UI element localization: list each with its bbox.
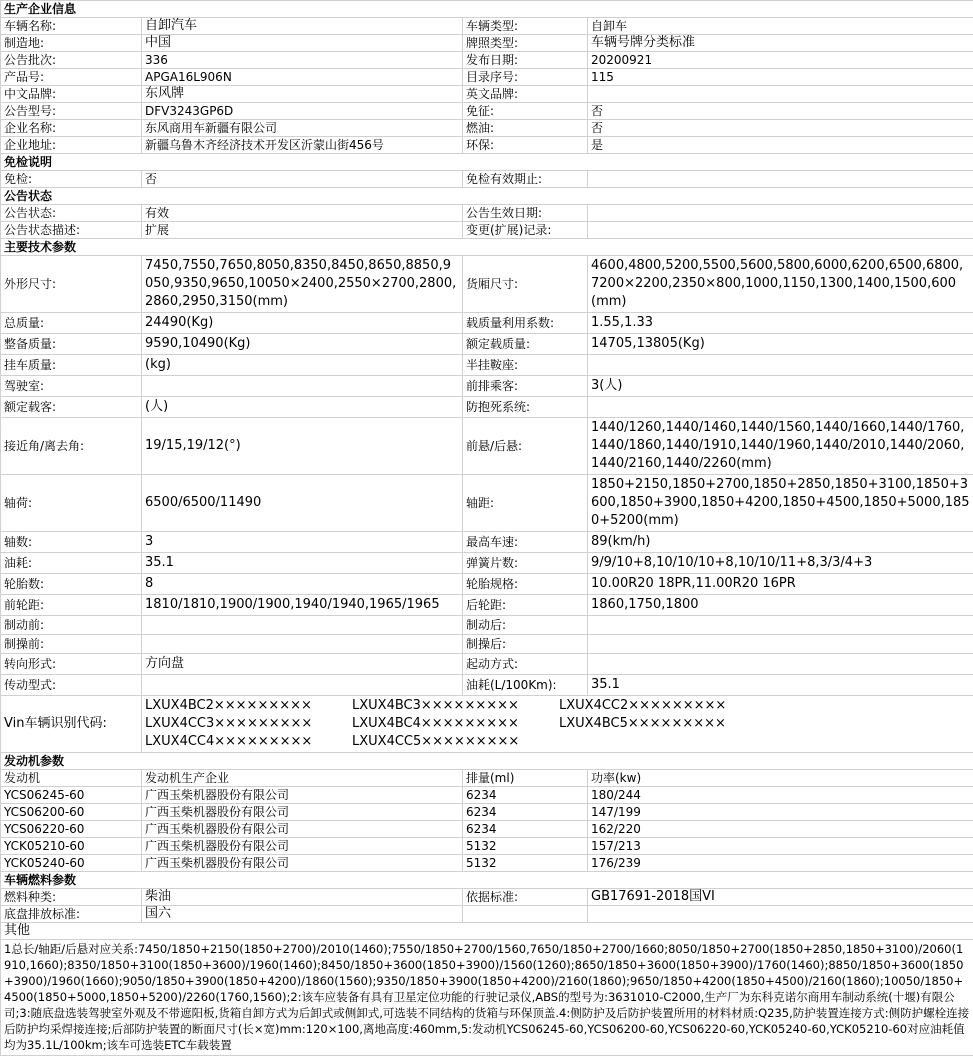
section-title: 生产企业信息 [1, 1, 973, 18]
table-cell: 157/213 [588, 838, 973, 855]
field-value: 8 [142, 574, 463, 595]
field-label: 英文品牌: [463, 86, 588, 103]
field-label: 燃油: [463, 120, 588, 137]
field-value [588, 635, 973, 654]
section-header [1, 188, 973, 205]
field-label: 牌照类型: [463, 35, 588, 52]
table-cell: 6234 [463, 804, 588, 821]
table-cell: 广西玉柴机器股份有限公司 [142, 855, 463, 872]
field-label: 公告批次: [1, 52, 142, 69]
field-value: (人) [142, 397, 463, 418]
vin-code: LXUX4CC2××××××××× [559, 697, 766, 715]
engine-row [1, 838, 973, 855]
table-row [1, 137, 973, 154]
field-label: 油耗(L/100Km): [463, 675, 588, 696]
table-cell: 180/244 [588, 787, 973, 804]
field-value: 柴油 [142, 889, 463, 906]
field-label: 依据标准: [463, 889, 588, 906]
table-cell: 广西玉柴机器股份有限公司 [142, 821, 463, 838]
field-label: 燃料种类: [1, 889, 142, 906]
vin-code: LXUX4CC5××××××××× [352, 733, 559, 751]
field-value: 国六 [142, 906, 463, 923]
field-label: 公告生效日期: [463, 205, 588, 222]
field-label: 传动型式: [1, 675, 142, 696]
field-value: APGA16L906N [142, 69, 463, 86]
field-label: 发布日期: [463, 52, 588, 69]
field-value: 20200921 [588, 52, 973, 69]
field-value: 车辆号牌分类标准 [588, 35, 973, 52]
field-value [588, 171, 973, 188]
field-value: 1860,1750,1800 [588, 595, 973, 616]
section-header [1, 239, 973, 256]
table-row [1, 171, 973, 188]
field-label: 驾驶室: [1, 376, 142, 397]
field-value: 方向盘 [142, 654, 463, 675]
column-header: 发动机 [1, 770, 142, 787]
table-row [1, 376, 973, 397]
field-label: 整备质量: [1, 334, 142, 355]
field-label: 总质量: [1, 313, 142, 334]
field-label: 目录序号: [463, 69, 588, 86]
field-label: 弹簧片数: [463, 553, 588, 574]
table-cell: YCS06245-60 [1, 787, 142, 804]
table-row [1, 475, 973, 532]
field-value: 9590,10490(Kg) [142, 334, 463, 355]
field-label: 载质量利用系数: [463, 313, 588, 334]
engine-header-row [1, 770, 973, 787]
field-label: 最高车速: [463, 532, 588, 553]
field-label: 免征: [463, 103, 588, 120]
field-label: 免检: [1, 171, 142, 188]
table-cell: 5132 [463, 855, 588, 872]
field-label: 中文品牌: [1, 86, 142, 103]
field-value [588, 906, 973, 923]
field-value [588, 654, 973, 675]
field-value: 是 [588, 137, 973, 154]
field-label: 接近角/离去角: [1, 418, 142, 475]
field-label: 挂车质量: [1, 355, 142, 376]
field-label: 前悬/后悬: [463, 418, 588, 475]
table-row [1, 595, 973, 616]
field-value: 中国 [142, 35, 463, 52]
section-header [1, 1, 973, 18]
field-value: 19/15,19/12(°) [142, 418, 463, 475]
field-label: 企业地址: [1, 137, 142, 154]
table-cell: YCS06220-60 [1, 821, 142, 838]
section-header [1, 923, 973, 940]
field-value: 自卸车 [588, 18, 973, 35]
field-value [142, 376, 463, 397]
table-row [1, 675, 973, 696]
field-value: 7450,7550,7650,8050,8350,8450,8650,8850,9050,9350,9650,10050×2400,2550×2700,2800,2860,2950,3150(mm) [142, 256, 463, 313]
vehicle-info-body [1, 1, 973, 1056]
field-label: 转向形式: [1, 654, 142, 675]
section-header [1, 154, 973, 171]
field-value: 14705,13805(Kg) [588, 334, 973, 355]
field-value: 3 [142, 532, 463, 553]
field-value: 有效 [142, 205, 463, 222]
table-cell: 广西玉柴机器股份有限公司 [142, 838, 463, 855]
field-value: 35.1 [588, 675, 973, 696]
field-label: 起动方式: [463, 654, 588, 675]
section-header [1, 753, 973, 770]
vin-label: Vin车辆识别代码: [1, 696, 142, 753]
field-label: 公告状态: [1, 205, 142, 222]
field-value [142, 616, 463, 635]
field-label: 公告型号: [1, 103, 142, 120]
field-label: 制造地: [1, 35, 142, 52]
field-value: 6500/6500/11490 [142, 475, 463, 532]
field-value: 自卸汽车 [142, 18, 463, 35]
table-row [1, 313, 973, 334]
field-label: 半挂鞍座: [463, 355, 588, 376]
field-value: GB17691-2018国VI [588, 889, 973, 906]
table-row [1, 35, 973, 52]
table-cell: 6234 [463, 787, 588, 804]
field-value: 东风牌 [142, 86, 463, 103]
other-notes-row [1, 940, 973, 1056]
field-value: 1850+2150,1850+2700,1850+2850,1850+3100,1850+3600,1850+3900,1850+4200,1850+4500,1850+5000,1850+5200(mm) [588, 475, 973, 532]
engine-row [1, 821, 973, 838]
field-label: 车辆类型: [463, 18, 588, 35]
vin-code: LXUX4BC3××××××××× [352, 697, 559, 715]
field-label: 额定载客: [1, 397, 142, 418]
column-header: 排量(ml) [463, 770, 588, 787]
field-value: 东风商用车新疆有限公司 [142, 120, 463, 137]
field-label: 免检有效期止: [463, 171, 588, 188]
table-cell: 广西玉柴机器股份有限公司 [142, 804, 463, 821]
field-value: 115 [588, 69, 973, 86]
column-header: 功率(kw) [588, 770, 973, 787]
field-label: 轮胎规格: [463, 574, 588, 595]
field-value: 4600,4800,5200,5500,5600,5800,6000,6200,6500,6800,7200×2200,2350×800,1000,1150,1300,1400,1500,600(mm) [588, 256, 973, 313]
field-value: 9/9/10+8,10/10/10+8,10/10/11+8,3/3/4+3 [588, 553, 973, 574]
table-cell: 162/220 [588, 821, 973, 838]
field-value: 否 [142, 171, 463, 188]
table-row [1, 553, 973, 574]
table-cell: 广西玉柴机器股份有限公司 [142, 787, 463, 804]
table-row [1, 256, 973, 313]
field-label: 企业名称: [1, 120, 142, 137]
field-label: 货厢尺寸: [463, 256, 588, 313]
field-value: DFV3243GP6D [142, 103, 463, 120]
field-value: 扩展 [142, 222, 463, 239]
table-row [1, 616, 973, 635]
field-value: 336 [142, 52, 463, 69]
table-row [1, 52, 973, 69]
table-cell: YCK05240-60 [1, 855, 142, 872]
table-row [1, 334, 973, 355]
field-label: 制操前: [1, 635, 142, 654]
field-value [588, 355, 973, 376]
table-cell: 147/199 [588, 804, 973, 821]
engine-row [1, 804, 973, 821]
field-label: 车辆名称: [1, 18, 142, 35]
field-value: 1440/1260,1440/1460,1440/1560,1440/1660,1440/1760,1440/1860,1440/1910,1440/1960,1440/2010,1440/2060,1440/2160,1440/2260(mm) [588, 418, 973, 475]
field-value: 35.1 [142, 553, 463, 574]
field-label: 额定载质量: [463, 334, 588, 355]
vin-row [1, 696, 973, 753]
section-title: 主要技术参数 [1, 239, 973, 256]
field-value: 24490(Kg) [142, 313, 463, 334]
table-row [1, 889, 973, 906]
field-value [142, 635, 463, 654]
table-row [1, 86, 973, 103]
vin-codes [142, 696, 973, 753]
field-label: 外形尺寸: [1, 256, 142, 313]
field-label: 油耗: [1, 553, 142, 574]
field-label: 制动后: [463, 616, 588, 635]
field-value: 1810/1810,1900/1900,1940/1940,1965/1965 [142, 595, 463, 616]
field-value [588, 86, 973, 103]
vin-code: LXUX4CC3××××××××× [145, 715, 352, 733]
vin-code: LXUX4BC4××××××××× [352, 715, 559, 733]
section-header [1, 872, 973, 889]
field-value: 89(km/h) [588, 532, 973, 553]
field-label: 公告状态描述: [1, 222, 142, 239]
vin-code: LXUX4BC5××××××××× [559, 715, 766, 733]
field-label: 制动前: [1, 616, 142, 635]
column-header: 发动机生产企业 [142, 770, 463, 787]
engine-row [1, 787, 973, 804]
table-row [1, 205, 973, 222]
field-value: (kg) [142, 355, 463, 376]
field-value [588, 397, 973, 418]
table-cell: 176/239 [588, 855, 973, 872]
field-value: 1.55,1.33 [588, 313, 973, 334]
table-row [1, 418, 973, 475]
field-label: 前排乘客: [463, 376, 588, 397]
field-value: 3(人) [588, 376, 973, 397]
section-title: 车辆燃料参数 [1, 872, 973, 889]
table-cell: YCS06200-60 [1, 804, 142, 821]
engine-row [1, 855, 973, 872]
field-value: 新疆乌鲁木齐经济技术开发区沂蒙山街456号 [142, 137, 463, 154]
table-row [1, 355, 973, 376]
table-row [1, 222, 973, 239]
field-value [142, 675, 463, 696]
table-row [1, 574, 973, 595]
table-row [1, 532, 973, 553]
field-label: 轴数: [1, 532, 142, 553]
field-label: 后轮距: [463, 595, 588, 616]
field-label: 产品号: [1, 69, 142, 86]
field-label: 轴荷: [1, 475, 142, 532]
section-title: 公告状态 [1, 188, 973, 205]
table-row [1, 654, 973, 675]
field-value: 否 [588, 103, 973, 120]
field-label: 制操后: [463, 635, 588, 654]
field-value [588, 205, 973, 222]
section-title: 免检说明 [1, 154, 973, 171]
field-label [463, 906, 588, 923]
field-label: 环保: [463, 137, 588, 154]
table-row [1, 397, 973, 418]
section-title: 发动机参数 [1, 753, 973, 770]
table-row [1, 69, 973, 86]
field-value: 否 [588, 120, 973, 137]
table-cell: 6234 [463, 821, 588, 838]
table-cell: YCK05210-60 [1, 838, 142, 855]
field-label: 轮胎数: [1, 574, 142, 595]
table-row [1, 103, 973, 120]
table-row [1, 120, 973, 137]
field-value [588, 222, 973, 239]
table-row [1, 906, 973, 923]
section-title: 其他 [1, 923, 973, 940]
vin-code: LXUX4CC4××××××××× [145, 733, 352, 751]
table-row [1, 18, 973, 35]
field-value: 10.00R20 18PR,11.00R20 16PR [588, 574, 973, 595]
table-row [1, 635, 973, 654]
field-label: 防抱死系统: [463, 397, 588, 418]
field-label: 前轮距: [1, 595, 142, 616]
field-value [588, 616, 973, 635]
field-label: 轴距: [463, 475, 588, 532]
other-notes: 1总长/轴距/后悬对应关系:7450/1850+2150(1850+2700)/2010(1460);7550/1850+2700/1560,7650/1850+2700/1660;8050/1850+2700(1850+2850,1850+3100)/2060(1910,1660);8350/1850+3100(1850+3600)/1960(1460);8450/1850+3600(1850+3900)/1560(1260);8650/1850+3600(1850+3900)/1760(1460);8850/1850+3600(1850+3900)/1960(1660);9050/1850+3900(1850+4200)/1860(1560);9350/1850+3900(1850+4200)/2160(1860);9650/1850+4200(1850+4500)/2160(1860);10050/1850+4500(1850+5000,1850+5200)/2260(1760,1560);2:该车应装备有具有卫星定位功能的行驶记录仪,ABS的型号为:3631010-C2000,生产厂为东科克诺尔商用车制动系统(十堰)有限公司;3:随底盘选装驾驶室外观及不带遮阳板,货箱自卸方式为后卸式或侧卸式,可选装不同结构的货箱与环保顶盖.4:侧防护及后防护装置所用的材料材质:Q235,防护装置连接方式:侧防护螺栓连接后防护均采焊接连接;后部防护装置的断面尺寸(长×宽)mm:120×100,离地高度:460mm,5:发动机YCS06245-60,YCS06200-60,YCS06220-60,YCK05240-60,YCK05210-60对应油耗值均为35.1L/100km;该车可选装ETC车载装置 [1, 940, 973, 1056]
field-label: 底盘排放标准: [1, 906, 142, 923]
vin-code: LXUX4BC2××××××××× [145, 697, 352, 715]
table-cell: 5132 [463, 838, 588, 855]
field-label: 变更(扩展)记录: [463, 222, 588, 239]
